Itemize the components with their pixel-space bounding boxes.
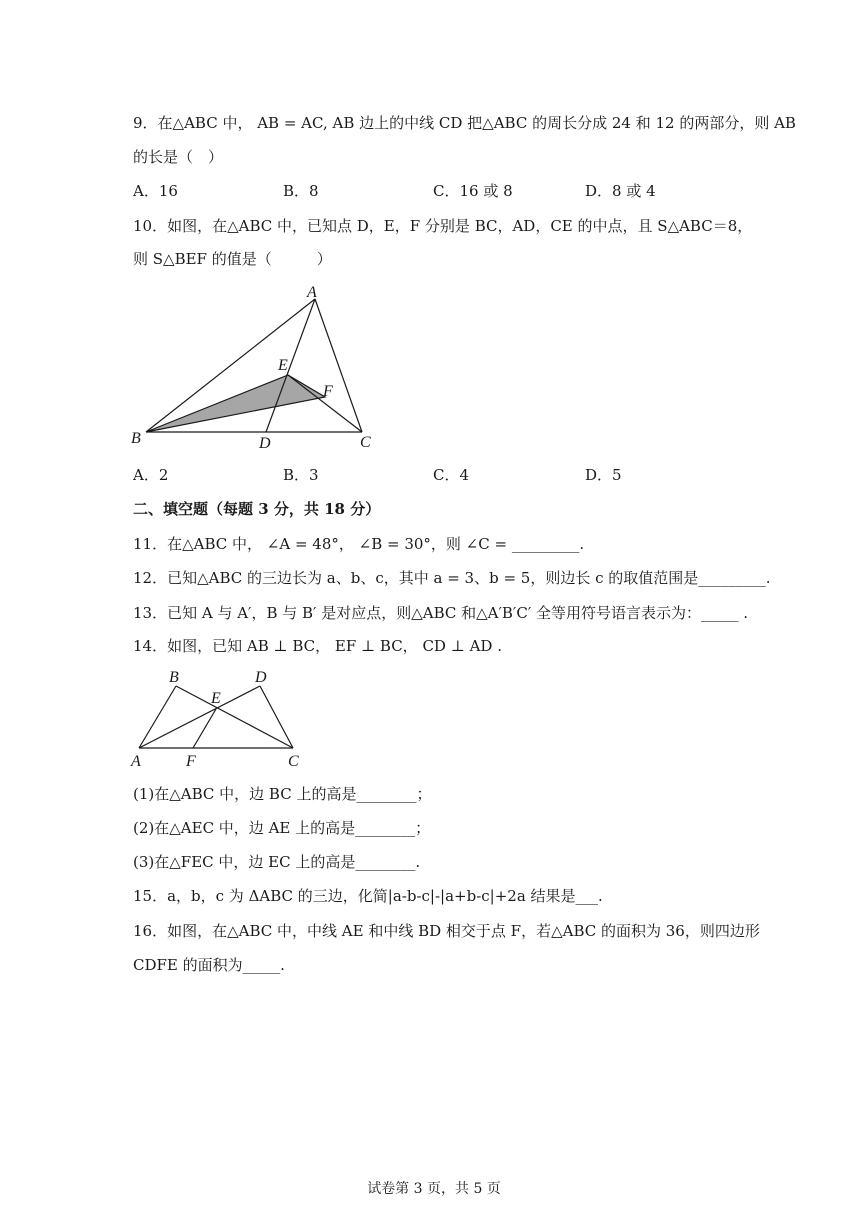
q11-text: 11．在△ABC 中， ∠A = 48°， ∠B = 30°，则 ∠C = _________. [133,535,585,553]
q9-option-c: C．16 或 8 [433,182,513,200]
q9-option-d: D．8 或 4 [585,182,656,200]
q14-label-f: F [186,753,196,770]
page-footer: 试卷第 3 页，共 5 页 [367,1181,501,1197]
q10-triangle-figure [0,0,868,470]
q15-text: 15．a，b，c 为 ΔABC 的三边，化简|a-b-c|-|a+b-c|+2a 结果是___. [133,887,603,905]
q10-label-a: A [307,284,317,301]
q14-sub2: (2)在△AEC 中，边 AE 上的高是________； [133,819,431,837]
q13-text: 13．已知 A 与 A′，B 与 B′ 是对应点，则△ABC 和△A′B′C′ 全等用符号语言表示为：_____ . [133,604,749,622]
q10-label-c: C [360,434,371,451]
q14-sub3: (3)在△FEC 中，边 EC 上的高是________. [133,853,421,871]
q10-label-e: E [278,357,288,374]
q10-option-d: D．5 [585,466,622,484]
q16-stem-line1: 16．如图，在△ABC 中，中线 AE 和中线 BD 相交于点 F，若△ABC 的面积为 36，则四边形 [133,922,760,940]
q10-label-b: B [131,430,141,447]
segment-ac [315,299,362,432]
q10-option-b: B．3 [283,466,319,484]
q10-option-c: C．4 [433,466,470,484]
q14-text: 14．如图，已知 AB ⊥ BC， EF ⊥ BC， CD ⊥ AD . [133,637,502,655]
q9-option-b: B．8 [283,182,319,200]
q10-option-a: A．2 [133,466,169,484]
q16-stem-line2: CDFE 的面积为_____. [133,956,285,974]
q14-label-c: C [288,753,299,770]
q10-label-f: F [323,383,333,400]
q14-label-b: B [169,669,179,686]
q14-sub1: (1)在△ABC 中，边 BC 上的高是________； [133,785,432,803]
q9-option-a: A．16 [133,182,178,200]
q12-text: 12．已知△ABC 的三边长为 a、b、c，其中 a = 3、b = 5，则边长 c 的取值范围是_________. [133,569,771,587]
q9-stem-line2: 的长是（ ） [133,148,224,166]
q14-label-e: E [211,690,221,707]
q14-figure [0,660,868,775]
q14-label-a: A [131,753,141,770]
q10-label-d: D [259,435,271,452]
q10-stem-line1: 10．如图，在△ABC 中，已知点 D，E，F 分别是 BC，AD，CE 的中点，且 S△ABC＝8， [133,217,753,235]
section-title: 二、填空题（每题 3 分，共 18 分） [133,500,381,518]
segment-bc [176,686,293,748]
q9-stem-line1: 9．在△ABC 中， AB = AC, AB 边上的中线 CD 把△ABC 的周长分成 24 和 12 的两部分，则 AB [133,114,796,132]
q10-stem-line2: 则 S△BEF 的值是（ ） [133,250,332,268]
q14-label-d: D [255,669,267,686]
